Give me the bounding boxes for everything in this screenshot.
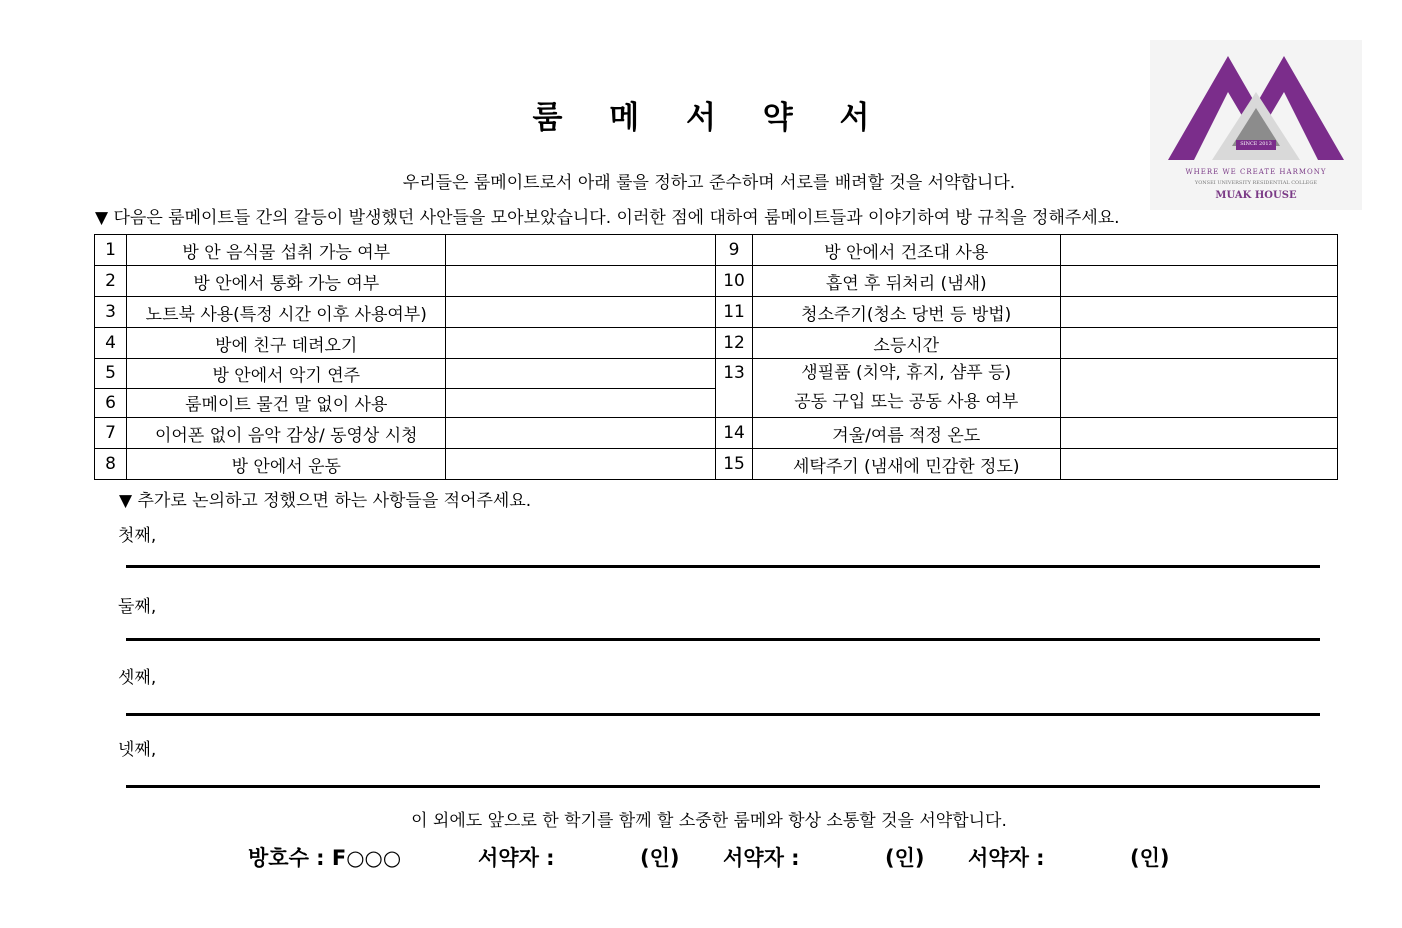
rule-item: 방 안 음식물 섭취 가능 여부: [127, 235, 446, 266]
signer-label-3: 서약자 :: [968, 846, 1045, 870]
rule-number: 15: [716, 449, 752, 480]
extra-item-line-2[interactable]: [126, 638, 1320, 641]
rule-number: 9: [716, 235, 752, 266]
rule-answer-field[interactable]: [446, 328, 716, 359]
rule-item: 방에 친구 데려오기: [127, 328, 446, 359]
rule-answer-field[interactable]: [1060, 418, 1337, 449]
rule-item: 룸메이트 물건 말 없이 사용: [127, 388, 446, 418]
extra-item-label-4: 넷째,: [118, 740, 157, 760]
rule-number: 5: [95, 359, 127, 389]
extra-item-line-4[interactable]: [126, 785, 1320, 788]
rule-answer-field[interactable]: [446, 235, 716, 266]
seal-label-1: (인): [640, 846, 680, 870]
rule-item-line2: 공동 구입 또는 공동 사용 여부: [794, 392, 1019, 412]
rule-answer-field[interactable]: [446, 297, 716, 328]
rule-number: 14: [716, 418, 752, 449]
oath-text: 우리들은 룸메이트로서 아래 룰을 정하고 준수하며 서로를 배려할 것을 서약합니다.: [402, 173, 1016, 193]
extra-item-label-2: 둘째,: [118, 597, 157, 617]
logo-since: SINCE 2013: [1240, 141, 1272, 147]
rule-item: 방 안에서 악기 연주: [127, 359, 446, 389]
rule-number: 10: [716, 266, 752, 297]
rule-item: 방 안에서 통화 가능 여부: [127, 266, 446, 297]
rule-item-line1: 생필품 (치약, 휴지, 샴푸 등): [801, 363, 1012, 383]
rule-item: 흡연 후 뒤처리 (냄새): [752, 266, 1060, 297]
rule-item: 소등시간: [752, 328, 1060, 359]
logo-slogan: WHERE WE CREATE HARMONY: [1185, 168, 1327, 176]
rule-number: 1: [95, 235, 127, 266]
rule-answer-field[interactable]: [446, 359, 716, 389]
rule-answer-field[interactable]: [446, 388, 716, 418]
rule-answer-field[interactable]: [1060, 328, 1337, 359]
table-row: [95, 359, 1338, 389]
rule-number: 11: [716, 297, 752, 328]
logo-house: MUAK HOUSE: [1215, 190, 1297, 201]
rule-number: 3: [95, 297, 127, 328]
rule-number: 8: [95, 449, 127, 480]
rule-number: 7: [95, 418, 127, 449]
rule-answer-field[interactable]: [446, 266, 716, 297]
signer-label-2: 서약자 :: [723, 846, 800, 870]
table-row: [95, 418, 1338, 449]
rule-item: 방 안에서 운동: [127, 449, 446, 480]
table-row: [95, 328, 1338, 359]
seal-label-2: (인): [885, 846, 925, 870]
rule-number: 6: [95, 388, 127, 418]
extra-item-label-1: 첫째,: [118, 526, 157, 546]
rule-item: 청소주기(청소 당번 등 방법): [752, 297, 1060, 328]
rule-item-multiline: [752, 359, 1060, 418]
rule-answer-field[interactable]: [1060, 297, 1337, 328]
rule-number: 4: [95, 328, 127, 359]
seal-label-3: (인): [1130, 846, 1170, 870]
table-row: [95, 235, 1338, 266]
page-title: 룸 메 서 약 서: [532, 100, 888, 136]
signer-label-1: 서약자 :: [478, 846, 555, 870]
rule-answer-field[interactable]: [1060, 359, 1337, 418]
rule-number: 13: [716, 359, 752, 418]
table-row: [95, 449, 1338, 480]
rule-item: 이어폰 없이 음악 감상/ 동영상 시청: [127, 418, 446, 449]
room-number-label: 방호수 : F○○○: [248, 846, 402, 870]
intro-text: ▼ 다음은 룸메이트들 간의 갈등이 발생했던 사안들을 모아보았습니다. 이러한 점에 대하여 룸메이트들과 이야기하여 방 규칙을 정해주세요.: [95, 208, 1120, 228]
extra-item-line-3[interactable]: [126, 713, 1320, 716]
table-row: [95, 266, 1338, 297]
rule-item: 세탁주기 (냄새에 민감한 정도): [752, 449, 1060, 480]
rule-number: 2: [95, 266, 127, 297]
rule-answer-field[interactable]: [1060, 266, 1337, 297]
rule-answer-field[interactable]: [446, 449, 716, 480]
closing-text: 이 외에도 앞으로 한 학기를 함께 할 소중한 룸메와 항상 소통할 것을 서약합니다.: [411, 811, 1007, 831]
rule-answer-field[interactable]: [1060, 235, 1337, 266]
rule-item: 겨울/여름 적정 온도: [752, 418, 1060, 449]
logo-college: YONSEI UNIVERSITY RESIDENTIAL COLLEGE: [1194, 180, 1318, 186]
extra-item-label-3: 셋째,: [118, 668, 157, 688]
rules-table: [94, 234, 1338, 480]
rule-answer-field[interactable]: [446, 418, 716, 449]
rule-item: 방 안에서 건조대 사용: [752, 235, 1060, 266]
extra-prompt: ▼ 추가로 논의하고 정했으면 하는 사항들을 적어주세요.: [119, 491, 532, 511]
rule-number: 12: [716, 328, 752, 359]
table-row: [95, 297, 1338, 328]
rule-answer-field[interactable]: [1060, 449, 1337, 480]
extra-item-line-1[interactable]: [126, 565, 1320, 568]
rule-item: 노트북 사용(특정 시간 이후 사용여부): [127, 297, 446, 328]
